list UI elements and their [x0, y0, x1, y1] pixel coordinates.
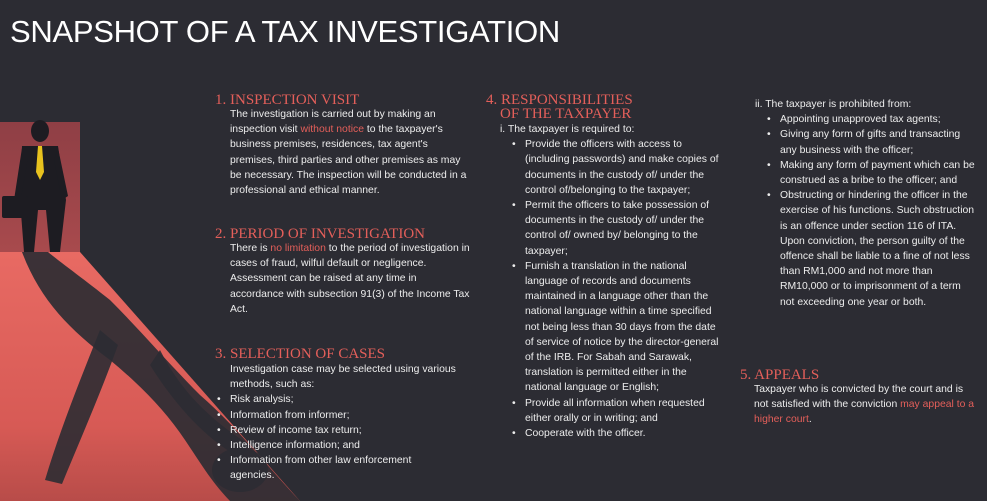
period-text-a: There is — [230, 243, 271, 254]
list-item: • Appointing unapproved tax agents; — [765, 112, 975, 127]
responsibilities-list — [500, 137, 725, 441]
appeals-text-b: . — [808, 414, 812, 426]
responsibilities-intro: i. The taxpayer is required to: — [500, 124, 635, 135]
inspection-highlight: without notice — [300, 124, 365, 136]
prohibited-list — [755, 112, 975, 310]
inspection-text-b: to the taxpayer's business premises, residences, tax agent's premises, third parties and other premises as may be necessary. The inspection will be conducted in a professional and ethical manner. — [230, 124, 467, 197]
list-item: • Cooperate with the officer. — [510, 426, 725, 441]
list-item: • Giving any form of gifts and transacting any business with the officer; — [765, 127, 975, 157]
list-item: • Risk analysis; — [215, 392, 475, 407]
list-item: • Furnish a translation in the national language of records and documents maintained in a language other than the national language within a time specified not being less than 30 days from the date of service of notice by the director-general of the IRB. For Sabah and Sarawak, translation is permitted either in the national language or English; — [510, 259, 725, 396]
selection-list — [215, 392, 475, 483]
page-title: SNAPSHOT OF A TAX INVESTIGATION — [10, 14, 560, 49]
responsibilities-heading-line1: 4. RESPONSIBILITIES — [486, 92, 633, 108]
section-heading-inspection: 1. INSPECTION VISIT — [215, 92, 360, 108]
section-heading-responsibilities — [486, 93, 633, 121]
list-item: • Provide all information when requested either orally or in writing; and — [510, 396, 725, 426]
section-body-responsibilities — [500, 122, 725, 441]
inspection-text-a: The investigation is carried out by making an inspection visit — [230, 109, 436, 136]
period-highlight: no limitation — [270, 243, 326, 254]
selection-intro: Investigation case may be selected using various methods, such as: — [230, 364, 456, 391]
period-text-b: to the period of investigation in cases of fraud, wilful default or negligence. Assessment can be raised at any time in accordance with subsection 91(3) of the Income Tax Act. — [230, 243, 470, 315]
list-item: • Review of income tax return; — [215, 423, 475, 438]
appeals-text-a: Taxpayer who is convicted by the court and is not satisfied with the conviction — [754, 384, 964, 411]
list-item: • Permit the officers to take possession of documents in the custody of/ under the control of/ owned by/ belonging to the taxpayer; — [510, 198, 725, 259]
section-body-inspection — [230, 107, 470, 198]
section-heading-selection: 3. SELECTION OF CASES — [215, 346, 386, 362]
list-item: • Intelligence information; and — [215, 438, 475, 453]
section-body-appeals — [754, 382, 979, 428]
section-body-selection — [230, 362, 475, 484]
list-item: • Information from other law enforcement agencies. — [215, 453, 425, 483]
appeals-highlight: may appeal to a higher court — [754, 399, 975, 426]
section-body-prohibited — [755, 97, 975, 310]
list-item: • Information from informer; — [215, 408, 475, 423]
list-item: • Making any form of payment which can be construed as a bribe to the officer; and — [765, 158, 975, 188]
list-item: • Obstructing or hindering the officer in the exercise of his functions. Such obstruction is an offence under section 116 of ITA. Upon conviction, the person guilty of the offence shall be liable to a fine of not less than RM1,000 and not more than RM10,000 or to imprisonment of a term not exceeding one year or both. — [765, 188, 975, 310]
section-heading-appeals: 5. APPEALS — [740, 367, 820, 383]
section-heading-period: 2. PERIOD OF INVESTIGATION — [215, 226, 425, 242]
list-item: • Provide the officers with access to (including passwords) and make copies of documents in the custody of/ under the control of/belonging to the taxpayer; — [510, 137, 725, 198]
responsibilities-heading-line2: OF THE TAXPAYER — [500, 106, 632, 122]
prohibited-intro: ii. The taxpayer is prohibited from: — [755, 99, 912, 110]
section-body-period — [230, 241, 470, 317]
